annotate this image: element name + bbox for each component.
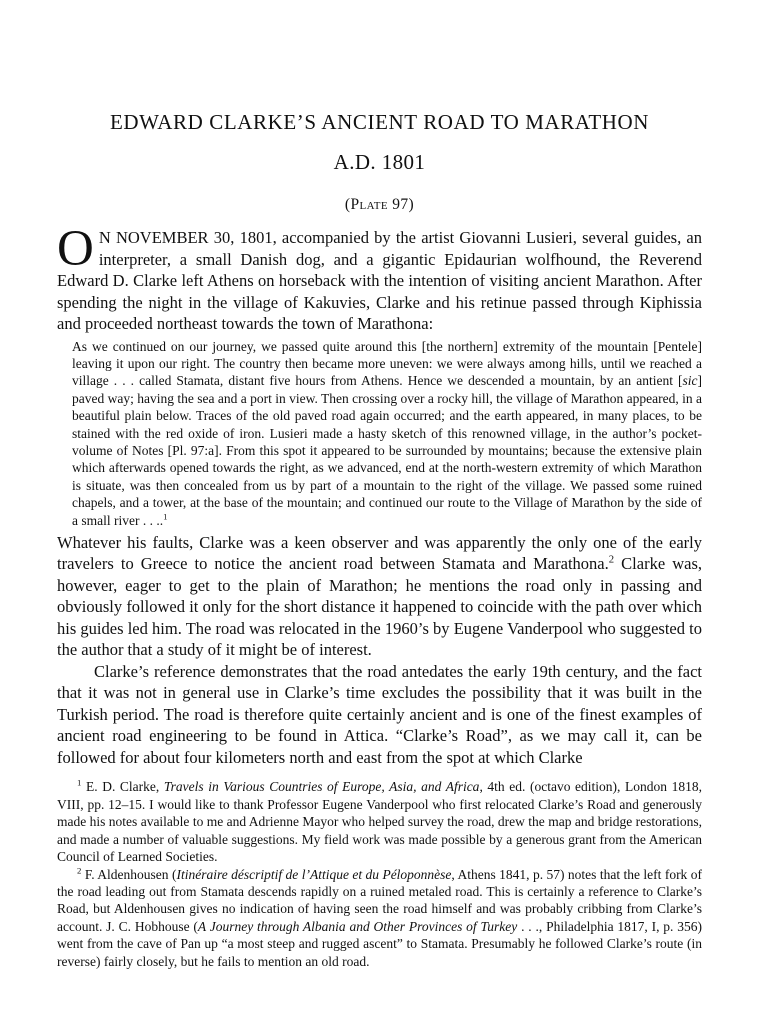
opening-paragraph [57, 221, 702, 335]
footnote-2 [57, 866, 702, 970]
footnote-1-number: 1 [77, 777, 82, 788]
opening-text: N NOVEMBER 30, 1801, accompanied by the artist Giovanni Lusieri, several guides, an interpreter, a small Danish dog, and a gigantic Epidaurian wolfhound, the Reverend Edward D. Clarke left Athens on horseback with the intention of visiting ancient Marathon. After spending the night in the village of Kakuvies, Clarke and his retinue passed through Kiphissia and proceeded northeast towards the town of Marathona: [57, 228, 702, 333]
footnote-1-book-title: Travels in Various Countries of Europe, Asia, and Africa [163, 779, 480, 795]
footnote-ref-2: 2 [608, 553, 615, 566]
footnote-2-book-title-1: Itinéraire déscriptif de l’Attique et du Péloponnèse [176, 866, 452, 882]
footnote-1-text-2: , 4th ed. (octavo edition), London 1818, VIII, pp. 12–15. I would like to thank Professor Eugene Vanderpool who first relocated Clarke’s Road and generously made his notes available to me and Adrienne Mayor who helped survey the road, drew the map and bridge restorations, and made a number of valuable suggestions. My field work was made possible by a generous grant from the American Council of Learned Societies. [57, 779, 702, 865]
footnote-2-number: 2 [77, 865, 82, 875]
footnote-2-text-2: , Athens 1841, p. 57) notes that the left fork of the road leading out from Stamata descends rapidly on a ruined metaled road. This is certainly a reference to Clarke’s Road, but Aldenhousen gives no indication of having seen the road himself and was probably cribbing from Clarke’s account. J. C. Hobhouse ( [57, 866, 702, 934]
plate-label: (Plate 97) [344, 196, 415, 213]
footnote-ref-1: 1 [163, 511, 168, 522]
quote-text-1: As we continued on our journey, we passed quite around this [the northern] extremity of the mountain [Pentele] leaving it upon our right. The country then became more uneven: we were always among hills, until we reached a village . . . called Stamata, distant five hours from Athens. Hence we descended a mountain, by an antient [ [72, 338, 702, 389]
paragraph-2-text-1: Whatever his faults, Clarke was a keen observer and was apparently the only one of the early travelers to Greece to notice the ancient road between Stamata and Marathona. [57, 532, 702, 574]
footnote-2-book-title-2: A Journey through Albania and Other Provinces of Turkey [197, 918, 518, 934]
drop-cap: O [57, 221, 94, 277]
footnotes-section [57, 778, 702, 969]
paragraph-3: Clarke’s reference demonstrates that the road antedates the early 19th century, and the fact that it was not in general use in Clarke’s time excludes the possibility that it was built in the Turkish period. The road is therefore quite certainly ancient and is one of the finest examples of ancient road engineering to be found in Attica. “Clarke’s Road”, as we may call it, can be followed for about four kilometers north and east from the spot at which Clarke [57, 661, 702, 767]
footnote-1 [57, 778, 702, 865]
paragraph-2-text-2: Clarke was, however, eager to get to the plain of Marathon; he mentions the road only in passing and obviously followed it only for the short distance it happened to coincide with the path over which his guides led him. The road was relocated in the 1960’s by Eugene Vanderpool who suggested to the author that a study of it might be of interest. [57, 554, 702, 660]
footnote-1-text-1: E. D. Clarke, [81, 779, 164, 795]
footnote-2-text-3: . . ., Philadelphia 1817, I, p. 356) went from the cave of Pan up “a most steep and rugged ascent” to Stamata. Presumably he followed Clarke’s route (in reverse) fairly closely, but he fails to mention an old road. [57, 918, 702, 969]
article-content [57, 0, 702, 970]
quote-sic-italic: sic [682, 373, 698, 389]
paragraph-2 [57, 532, 702, 661]
footnote-2-text-1: F. Aldenhousen ( [81, 866, 177, 882]
page-subtitle: A.D. 1801 [333, 150, 426, 174]
quote-text-2: ] paved way; having the sea and a port in view. Then crossing over a rocky hill, the village of Marathon appeared, in a beautiful plain below. Traces of the old paved road again occurred; and the earth appeared, in many places, to be stained with the red oxide of iron. Lusieri made a hasty sketch of this renowned village, in the author’s pocket-volume of Notes [Pl. 97:a]. From this spot it appeared to be surrounded by mountains; because the extensive plain which afterwards opened towards the right, as we advanced, end at the north-western extremity of which Marathon is situate, was then concealed from us by part of a mountain to the right of the village. We passed some ruined chapels, and a tower, at the base of the mountain; and continued our route to the Village of Marathon by the side of a small river . . .. [72, 373, 702, 528]
page-title: EDWARD CLARKE’S ANCIENT ROAD TO MARATHON [109, 110, 650, 134]
block-quote [72, 338, 702, 529]
